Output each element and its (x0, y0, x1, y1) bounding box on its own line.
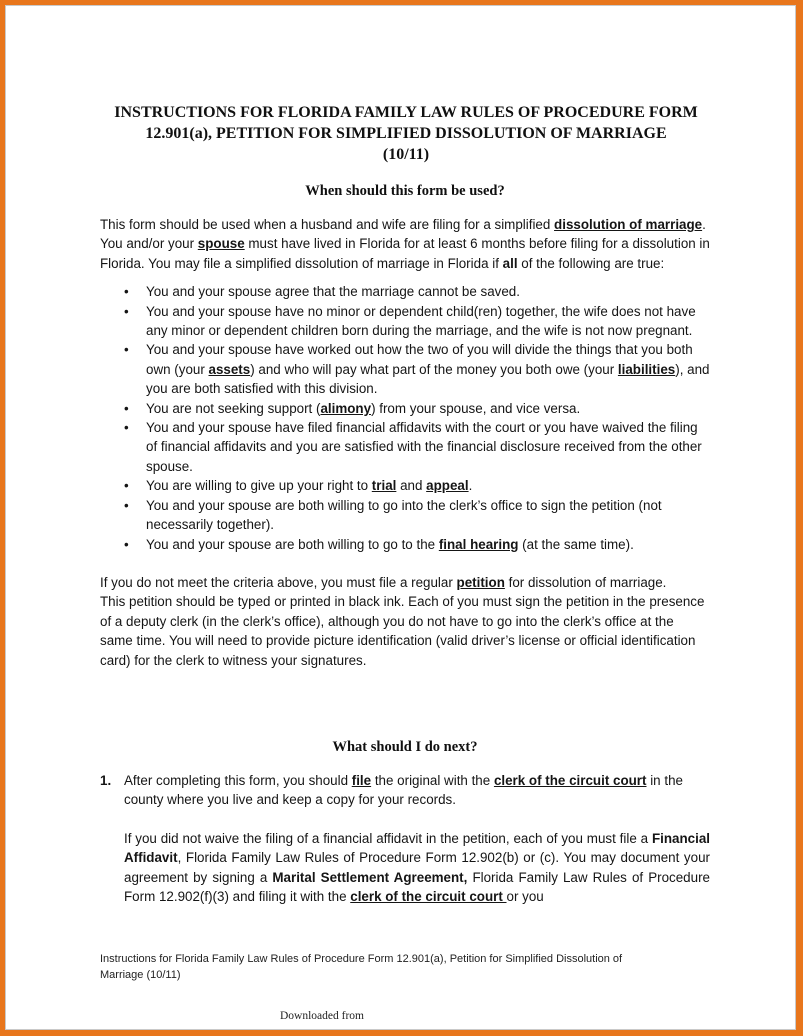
bullet-icon: • (124, 478, 129, 494)
link-clerk-of-circuit-court-2[interactable]: clerk of the circuit court (350, 889, 507, 905)
link-file[interactable]: file (351, 773, 372, 788)
bullet-icon: • (124, 400, 129, 416)
title-line-2: 12.901(a), PETITION FOR SIMPLIFIED DISSOLUTION OF MARRIAGE (145, 125, 667, 142)
list-item: • You and your spouse have no minor or dependent child(ren) together, the wife does not have any minor or dependent children born during the marriage, and the wife is not now pregnant. (124, 303, 696, 339)
bullet-icon: • (124, 420, 129, 436)
intro-paragraph: This form should be used when a husband and wife are filing for a simplified dissolution of marriage. You and/or your spouse must have lived in Florida for at least 6 months before filing for a dissolution in Florida. You may file a simplified dissolution of marriage in Florida if all of the following are true: (100, 217, 710, 271)
title-line-1: INSTRUCTIONS FOR FLORIDA FAMILY LAW RULES OF PROCEDURE FORM (114, 104, 698, 121)
list-item: • You and your spouse have filed financial affidavits with the court or you have waived the filing of financial affidavits and you are satisfied with the financial disclosure received from the other spouse. (124, 420, 702, 474)
financial-affidavit-paragraph: If you did not waive the filing of a financial affidavit in the petition, each of you must file a Financial Affidavit, Florida Family Law Rules of Procedure Form 12.902(b) or (c). You may document your agreement by signing a Marital Settlement Agreement, Florida Family Law Rules of Procedure Form 12.902(f)(3) and filing it with the clerk of the circuit court or you (124, 830, 710, 905)
list-item: • You are not seeking support (alimony) from your spouse, and vice versa. (100, 399, 710, 418)
link-clerk-of-circuit-court[interactable]: clerk of the circuit court (493, 773, 647, 788)
numbered-item-1: 1. After completing this form, you should file the original with the clerk of the circuit court in the county where you live and keep a copy for your records. (100, 773, 683, 808)
link-final-hearing[interactable]: final hearing (438, 536, 519, 552)
downloaded-from-text: Downloaded from (280, 1010, 364, 1022)
list-item: • You and your spouse agree that the marriage cannot be saved. (100, 282, 710, 301)
bullet-icon: • (124, 536, 129, 552)
page-footer (100, 951, 700, 983)
link-assets[interactable]: assets (208, 361, 251, 377)
section-next-body (100, 771, 710, 906)
section-when-body (100, 215, 710, 670)
link-trial[interactable]: trial (371, 478, 397, 494)
list-item: • You are willing to give up your right to trial and appeal. (100, 476, 710, 495)
footer-line-1: Instructions for Florida Family Law Rules of Procedure Form 12.901(a), Petition for Simplified Dissolution of (100, 953, 623, 965)
bullet-icon: • (124, 284, 129, 300)
link-alimony[interactable]: alimony (320, 400, 372, 416)
signing-paragraph: This petition should be typed or printed in black ink. Each of you must sign the petition in the presence of a deputy clerk (in the clerk’s office), although you do not have to go into the clerk’s office at the same time. You will need to provide picture identification (valid driver’s license or official identification card) for the clerk to witness your signatures. (100, 594, 705, 668)
criteria-paragraph: If you do not meet the criteria above, you must file a regular petition for dissolution of marriage. (100, 574, 667, 590)
link-dissolution-of-marriage[interactable]: dissolution of marriage (554, 217, 703, 232)
list-item: • You and your spouse have worked out how the two of you will divide the things that you both own (your assets) and who will pay what part of the money you both owe (your liabilities), and you are both satisfied with this division. (124, 342, 710, 397)
title-line-3: (10/11) (382, 146, 430, 163)
list-item: • You and your spouse are both willing to go into the clerk’s office to sign the petition (not necessarily together). (124, 497, 662, 533)
link-spouse[interactable]: spouse (197, 236, 245, 252)
item-number: 1. (100, 773, 112, 788)
document-page (5, 5, 796, 1030)
link-appeal[interactable]: appeal (426, 478, 469, 494)
bullet-icon: • (124, 497, 129, 513)
bullet-icon: • (124, 303, 129, 319)
section-heading-when: When should this form be used? (305, 183, 505, 199)
criteria-list (100, 282, 710, 554)
section-heading-next: What should I do next? (332, 739, 478, 755)
document-title (86, 102, 726, 165)
list-item: • You and your spouse are both willing to go to the final hearing (at the same time). (100, 535, 710, 554)
link-petition[interactable]: petition (456, 574, 505, 590)
footer-line-2: Marriage (10/11) (100, 969, 181, 981)
link-liabilities[interactable]: liabilities (617, 361, 676, 377)
bullet-icon: • (124, 342, 129, 358)
